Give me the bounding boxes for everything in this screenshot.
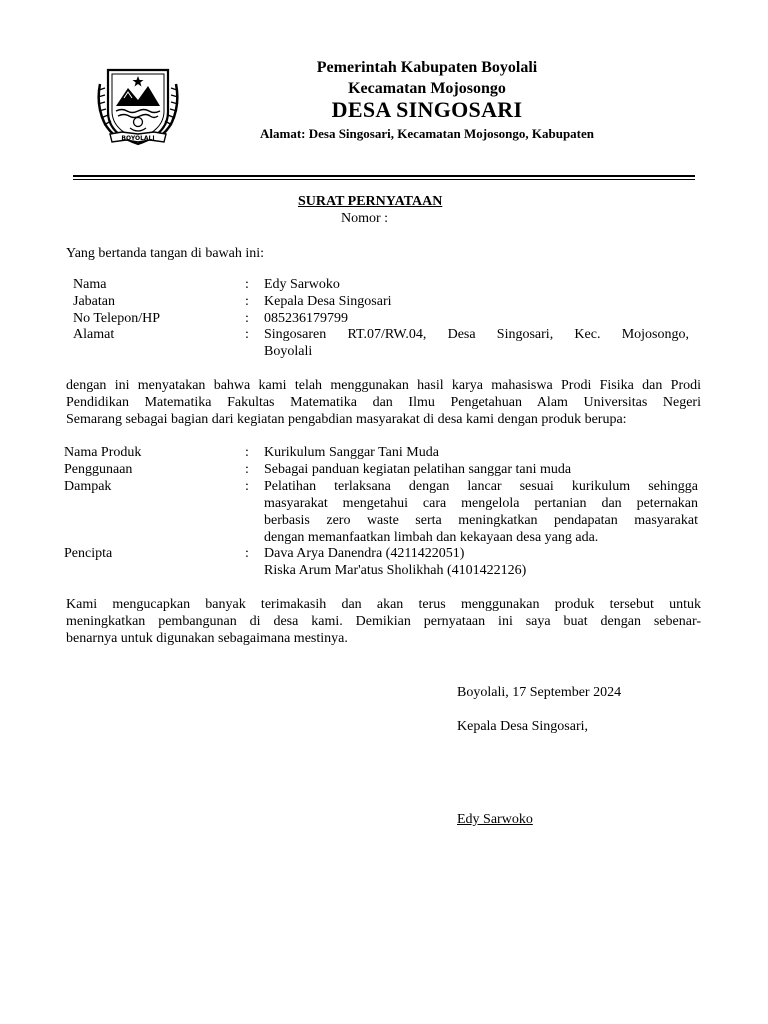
intro-text: Yang bertanda tangan di bawah ini: [66,246,265,261]
statement-line-1: dengan ini menyatakan bahwa kami telah menggunakan hasil karya mahasiswa Prodi Fisika dan Prodi [66,378,701,393]
product-pencipta-1: Dava Arya Danendra (4211422051) [264,546,465,561]
product-nama-label: Nama Produk [64,445,142,460]
header-address: Alamat: Desa Singosari, Kecamatan Mojosongo, Kabupaten [259,126,595,141]
identity-jabatan-value: Kepala Desa Singosari [264,294,392,309]
product-pencipta-2: Riska Arum Mar'atus Sholikhah (4101422126) [264,563,527,578]
statement-line-2: Pendidikan Matematika Fakultas Matematika dan Ilmu Pengetahuan Alam Universitas Negeri [66,395,701,410]
product-dampak-colon: : [245,479,249,494]
product-pencipta-label: Pencipta [64,546,113,561]
identity-nama-value: Edy Sarwoko [264,277,340,292]
header-government-line: Pemerintah Kabupaten Boyolali [316,59,538,76]
signature-place-date: Boyolali, 17 September 2024 [457,685,622,700]
identity-alamat-line1: Singosaren RT.07/RW.04, Desa Singosari, Kec. Mojosongo, [264,327,689,342]
statement-line-3: Semarang sebagai bagian dari kegiatan pengabdian masyarakat di desa kami dengan produk berupa: [66,412,627,427]
signature-name: Edy Sarwoko [457,812,533,827]
signature-position: Kepala Desa Singosari, [457,719,589,734]
product-dampak-line4: dengan memanfaatkan limbah dan kekayaan desa yang ada. [264,530,599,545]
product-dampak-line3: berbasis zero waste serta meningkatkan pendapatan masyarakat [264,513,698,528]
logo-banner-text: BOYOLALI [121,135,155,142]
identity-alamat-line2: Boyolali [264,344,313,359]
identity-telp-label: No Telepon/HP [73,311,161,326]
identity-alamat-colon: : [245,327,249,342]
identity-jabatan-label: Jabatan [73,294,115,309]
identity-nama-label: Nama [73,277,107,292]
product-pencipta-colon: : [245,546,249,561]
product-dampak-line1: Pelatihan terlaksana dengan lancar sesuai kurikulum sehingga [264,479,698,494]
product-penggunaan-colon: : [245,462,249,477]
product-dampak-line2: masyarakat mengetahui cara mengelola pertanian dan peternakan [264,496,698,511]
identity-alamat-label: Alamat [73,327,115,342]
product-nama-colon: : [245,445,249,460]
product-penggunaan-value: Sebagai panduan kegiatan pelatihan sanggar tani muda [264,462,572,477]
closing-line-3: benarnya untuk digunakan sebagaimana mestinya. [66,631,348,646]
letterhead-divider-thin [73,179,695,180]
identity-jabatan-colon: : [245,294,249,309]
identity-telp-value: 085236179799 [264,311,348,326]
header-village-name: DESA SINGOSARI [331,97,523,122]
letterhead-divider-thick [73,175,695,177]
product-dampak-label: Dampak [64,479,112,494]
product-penggunaan-label: Penggunaan [64,462,133,477]
header-district-line: Kecamatan Mojosongo [348,80,506,97]
document-title: SURAT PERNYATAAN [298,194,443,209]
identity-telp-colon: : [245,311,249,326]
product-nama-value: Kurikulum Sanggar Tani Muda [264,445,439,460]
document-number: Nomor : [341,211,389,226]
closing-line-2: meningkatkan pembangunan di desa kami. Demikian pernyataan ini saya buat dengan sebenar- [66,614,701,629]
identity-nama-colon: : [245,277,249,292]
closing-line-1: Kami mengucapkan banyak terimakasih dan akan terus menggunakan produk tersebut untuk [66,597,701,612]
